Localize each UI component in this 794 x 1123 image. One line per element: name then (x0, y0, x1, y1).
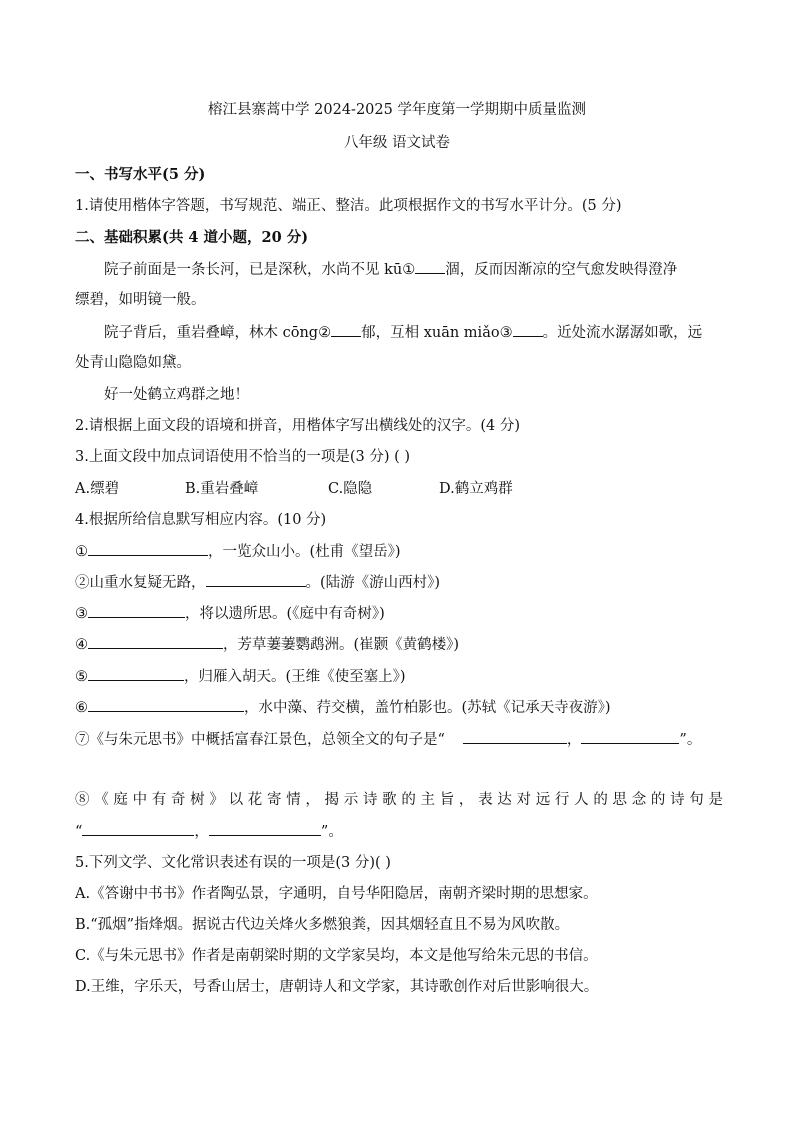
dictation-item-5 (75, 666, 406, 687)
item-text: ， (566, 732, 582, 748)
question-3-options (75, 479, 513, 499)
item-text: ⑦《与朱元思书》中概括富春江景色，总领全文的句子是“ (75, 732, 445, 748)
option-b[interactable]: B.重岩叠嶂 (185, 481, 259, 497)
item-text: ，芳草萋萋鹦鹉洲。(崔颢《黄鹤楼》) (223, 637, 460, 653)
passage-text: 院子背后，重岩叠嶂，林木 cōng② (104, 325, 332, 341)
answer-blank[interactable] (82, 821, 194, 836)
dictation-item-6 (75, 697, 611, 718)
question-1: 1.请使用楷体字答题，书写规范、端正、整洁。此项根据作文的书写水平计分。(5 分) (75, 198, 622, 214)
item-text: ，归雁入胡天。(王维《使至塞上》) (184, 669, 406, 685)
section-heading-basics: 二、基础积累(共 4 道小题，20 分) (75, 229, 309, 246)
item-number: ④ (75, 637, 88, 653)
item-number: ① (75, 544, 88, 560)
passage-line-3 (104, 322, 702, 343)
item-number: ⑥ (75, 700, 88, 716)
passage-line-2: 缥碧，如明镜一般。 (75, 292, 206, 308)
item-text: ，将以遗所思。(《庭中有奇树》) (185, 606, 385, 622)
item-number: ③ (75, 606, 88, 622)
answer-blank[interactable] (88, 634, 223, 649)
answer-blank[interactable] (206, 572, 306, 587)
exam-subtitle: 八年级 语文试卷 (343, 135, 451, 151)
passage-line-4: 处青山隐隐如黛。 (75, 355, 191, 371)
question-5-option-c[interactable]: C.《与朱元思书》作者是南朝梁时期的文学家吴均，本文是他写给朱元思的书信。 (75, 948, 598, 964)
item-text: 。(陆游《游山西村》) (305, 575, 441, 591)
item-text: ， (194, 824, 209, 840)
item-text: ②山重水复疑无路， (75, 575, 206, 591)
option-c[interactable]: C.隐隐 (328, 481, 373, 497)
question-5-option-b[interactable]: B.“孤烟”指烽烟。据说古代边关烽火多燃狼粪，因其烟轻直且不易为风吹散。 (75, 917, 570, 933)
answer-blank[interactable] (209, 821, 321, 836)
option-d[interactable]: D.鹤立鸡群 (439, 481, 513, 497)
answer-blank[interactable] (331, 322, 361, 337)
passage-text: 院子前面是一条长河，已是深秋，水尚不见 kū① (104, 262, 416, 278)
dictation-item-7 (75, 729, 701, 750)
answer-blank[interactable] (581, 729, 679, 744)
question-5-option-d[interactable]: D.王维，字乐天，号香山居士，唐朝诗人和文学家，其诗歌创作对后世影响很大。 (75, 979, 599, 995)
answer-blank[interactable] (88, 666, 184, 681)
passage-text: 涸，反而因渐凉的空气愈发映得澄净 (445, 262, 678, 278)
passage-line-1 (104, 259, 677, 280)
answer-blank[interactable] (88, 697, 244, 712)
passage-text: 郁，互相 xuān miǎo③ (361, 325, 513, 341)
dictation-item-1 (75, 541, 401, 562)
item-text: ，一览众山小。(杜甫《望岳》) (208, 544, 401, 560)
question-2: 2.请根据上面文段的语境和拼音，用楷体字写出横线处的汉字。(4 分) (75, 418, 520, 434)
dictation-item-3 (75, 603, 385, 624)
answer-blank[interactable] (88, 603, 185, 618)
dictation-item-8: ⑧《庭中有奇树》以花寄情，揭示诗歌的主旨，表达对远行人的思念的诗句是 (75, 792, 723, 808)
item-text: ”。 (320, 824, 343, 840)
section-heading-writing: 一、书写水平(5 分) (75, 166, 206, 183)
item-text: ，水中藻、荇交横，盖竹柏影也。(苏轼《记承天寺夜游》) (244, 700, 611, 716)
item-text: ”。 (679, 732, 702, 748)
dictation-item-4 (75, 634, 459, 655)
exam-title: 榕江县寨蒿中学 2024-2025 学年度第一学期期中质量监测 (208, 102, 586, 118)
answer-blank[interactable] (415, 259, 445, 274)
answer-blank[interactable] (88, 541, 208, 556)
dictation-item-2 (75, 572, 440, 593)
passage-line-5: 好一处鹤立鸡群之地！ (104, 387, 249, 403)
question-4: 4.根据所给信息默写相应内容。(10 分) (75, 512, 327, 528)
question-5: 5.下列文学、文化常识表述有误的一项是(3 分)( ) (75, 855, 391, 871)
question-3: 3.上面文段中加点词语使用不恰当的一项是(3 分) ( ) (75, 449, 411, 465)
passage-text: 。近处流水潺潺如歌，远 (542, 325, 703, 341)
item-number: ⑤ (75, 669, 88, 685)
answer-blank[interactable] (463, 729, 567, 744)
item-text: “ (75, 824, 83, 840)
answer-blank[interactable] (513, 322, 543, 337)
question-5-option-a[interactable]: A.《答谢中书书》作者陶弘景，字通明，自号华阳隐居，南朝齐梁时期的思想家。 (75, 886, 598, 902)
dictation-item-8-answer (75, 821, 343, 842)
option-a[interactable]: A.缥碧 (75, 481, 120, 497)
